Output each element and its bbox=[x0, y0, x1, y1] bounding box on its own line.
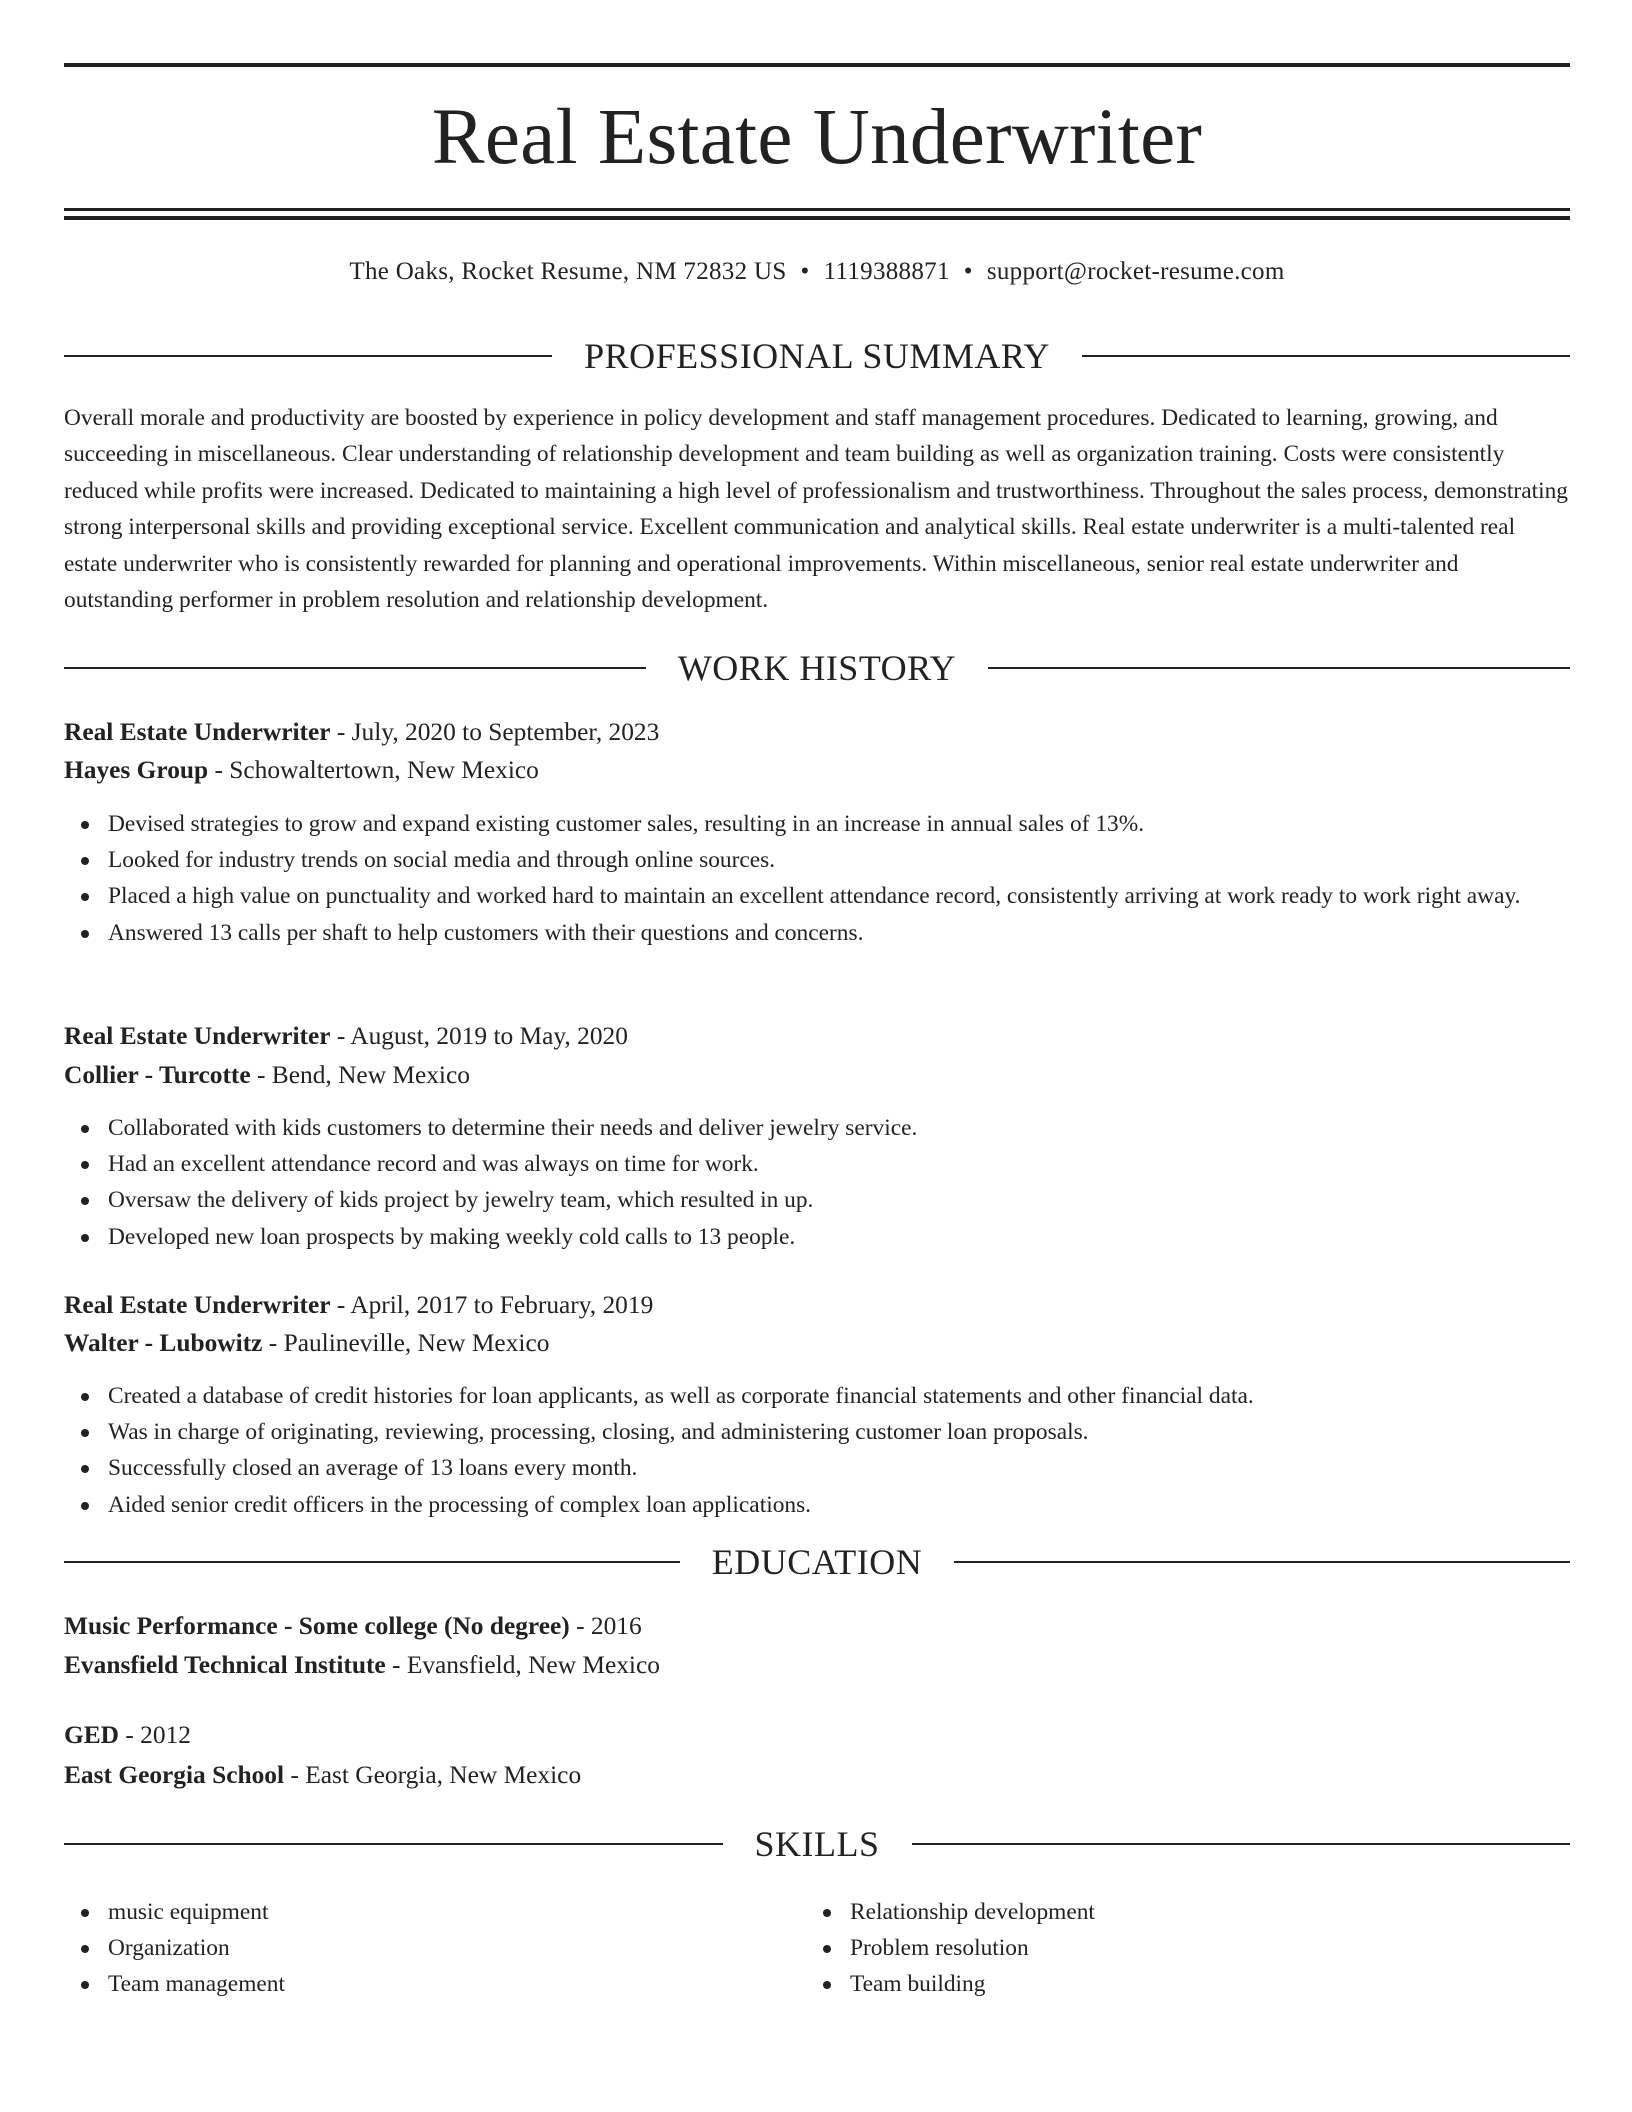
job-bullets bbox=[64, 1110, 1570, 1255]
job-bullets bbox=[64, 806, 1570, 951]
heading-rule bbox=[64, 1561, 680, 1563]
heading-rule bbox=[64, 667, 646, 669]
skill-item: music equipment bbox=[108, 1894, 764, 1930]
education-school-line bbox=[64, 1647, 660, 1683]
section-title: SKILLS bbox=[754, 1824, 880, 1864]
job-company: Walter - Lubowitz bbox=[64, 1329, 263, 1357]
education-location: - Evansfield, New Mexico bbox=[385, 1651, 660, 1679]
skill-item: Problem resolution bbox=[850, 1930, 1506, 1966]
list-item: Aided senior credit officers in the processing of complex loan applications. bbox=[108, 1487, 1570, 1523]
job-title-line bbox=[64, 1018, 628, 1054]
list-item: Successfully closed an average of 13 loans every month. bbox=[108, 1450, 1570, 1486]
section-title: WORK HISTORY bbox=[677, 648, 957, 688]
job-location: - Bend, New Mexico bbox=[250, 1061, 470, 1089]
job-location: - Schowaltertown, New Mexico bbox=[208, 756, 539, 784]
list-item: Placed a high value on punctuality and worked hard to maintain an excellent attendance record, consistently arriving at work ready to work right away. bbox=[108, 878, 1570, 914]
section-title: EDUCATION bbox=[711, 1542, 923, 1582]
heading-rule bbox=[912, 1843, 1571, 1845]
job-company-line bbox=[64, 752, 539, 788]
list-item: Created a database of credit histories for loan applicants, as well as corporate financial statements and other financial data. bbox=[108, 1378, 1570, 1414]
header-double-rule-upper bbox=[64, 208, 1570, 211]
list-item: Oversaw the delivery of kids project by jewelry team, which resulted in up. bbox=[108, 1182, 1570, 1218]
list-item: Devised strategies to grow and expand existing customer sales, resulting in an increase in annual sales of 13%. bbox=[108, 806, 1570, 842]
section-title: PROFESSIONAL SUMMARY bbox=[584, 336, 1050, 376]
header-top-rule bbox=[64, 63, 1570, 67]
job-title-line bbox=[64, 1287, 653, 1323]
contact-phone: 1119388871 bbox=[823, 258, 950, 285]
job-company-line bbox=[64, 1325, 549, 1361]
heading-rule bbox=[64, 1843, 723, 1845]
list-item: Looked for industry trends on social media and through online sources. bbox=[108, 842, 1570, 878]
education-school: Evansfield Technical Institute bbox=[64, 1651, 386, 1679]
job-company: Hayes Group bbox=[64, 756, 209, 784]
heading-rule bbox=[954, 1561, 1570, 1563]
section-heading-work-history bbox=[64, 648, 1570, 688]
section-heading-summary bbox=[64, 336, 1570, 376]
job-company: Collier - Turcotte bbox=[64, 1061, 251, 1089]
list-item: Was in charge of originating, reviewing, processing, closing, and administering customer loan proposals. bbox=[108, 1414, 1570, 1450]
education-year: - 2012 bbox=[119, 1721, 191, 1749]
contact-separator: • bbox=[800, 258, 810, 285]
skill-item: Relationship development bbox=[850, 1894, 1506, 1930]
job-dates: - August, 2019 to May, 2020 bbox=[330, 1022, 628, 1050]
skill-item: Organization bbox=[108, 1930, 764, 1966]
job-title: Real Estate Underwriter bbox=[64, 718, 331, 746]
job-title-line bbox=[64, 714, 659, 750]
education-degree: Music Performance - Some college (No degree) bbox=[64, 1612, 570, 1640]
job-location: - Paulineville, New Mexico bbox=[262, 1329, 550, 1357]
candidate-name: Real Estate Underwriter bbox=[431, 94, 1203, 181]
contact-line bbox=[64, 256, 1570, 288]
education-location: - East Georgia, New Mexico bbox=[284, 1761, 582, 1789]
education-year: - 2016 bbox=[569, 1612, 642, 1640]
contact-separator: • bbox=[963, 258, 973, 285]
skills-list-left bbox=[64, 1894, 764, 2003]
contact-email: support@rocket-resume.com bbox=[986, 258, 1285, 285]
job-title: Real Estate Underwriter bbox=[64, 1022, 331, 1050]
education-school-line bbox=[64, 1757, 581, 1793]
skill-item: Team management bbox=[108, 1966, 764, 2002]
skills-list-right bbox=[806, 1894, 1506, 2003]
job-company-line bbox=[64, 1057, 470, 1093]
job-title: Real Estate Underwriter bbox=[64, 1291, 331, 1319]
contact-address: The Oaks, Rocket Resume, NM 72832 US bbox=[349, 258, 787, 285]
list-item: Answered 13 calls per shaft to help customers with their questions and concerns. bbox=[108, 915, 1570, 951]
list-item: Developed new loan prospects by making weekly cold calls to 13 people. bbox=[108, 1219, 1570, 1255]
education-degree: GED bbox=[64, 1721, 120, 1749]
section-heading-education bbox=[64, 1542, 1570, 1582]
education-school: East Georgia School bbox=[64, 1761, 285, 1789]
job-bullets bbox=[64, 1378, 1570, 1523]
heading-rule bbox=[1082, 355, 1570, 357]
summary-text: Overall morale and productivity are boosted by experience in policy development and staff management procedures. Dedicated to learning, growing, and succeeding in miscellaneous. Clear understanding of relationship development and team building as well as organization training. Costs were consistently reduced while profits were increased. Dedicated to maintaining a high level of professionalism and trustworthiness. Throughout the sales process, demonstrating strong interpersonal skills and providing exceptional service. Excellent communication and analytical skills. Real estate underwriter is a multi-talented real estate underwriter who is consistently rewarded for planning and operational improvements. Within miscellaneous, senior real estate underwriter and outstanding performer in problem resolution and relationship development. bbox=[64, 405, 1568, 614]
header-double-rule-lower bbox=[64, 216, 1570, 220]
job-dates: - April, 2017 to February, 2019 bbox=[330, 1291, 654, 1319]
list-item: Had an excellent attendance record and was always on time for work. bbox=[108, 1146, 1570, 1182]
heading-rule bbox=[988, 667, 1570, 669]
job-dates: - July, 2020 to September, 2023 bbox=[330, 718, 660, 746]
education-degree-line bbox=[64, 1717, 191, 1753]
skill-item: Team building bbox=[850, 1966, 1506, 2002]
heading-rule bbox=[64, 355, 552, 357]
education-degree-line bbox=[64, 1608, 642, 1644]
list-item: Collaborated with kids customers to determine their needs and deliver jewelry service. bbox=[108, 1110, 1570, 1146]
section-heading-skills bbox=[64, 1824, 1570, 1864]
